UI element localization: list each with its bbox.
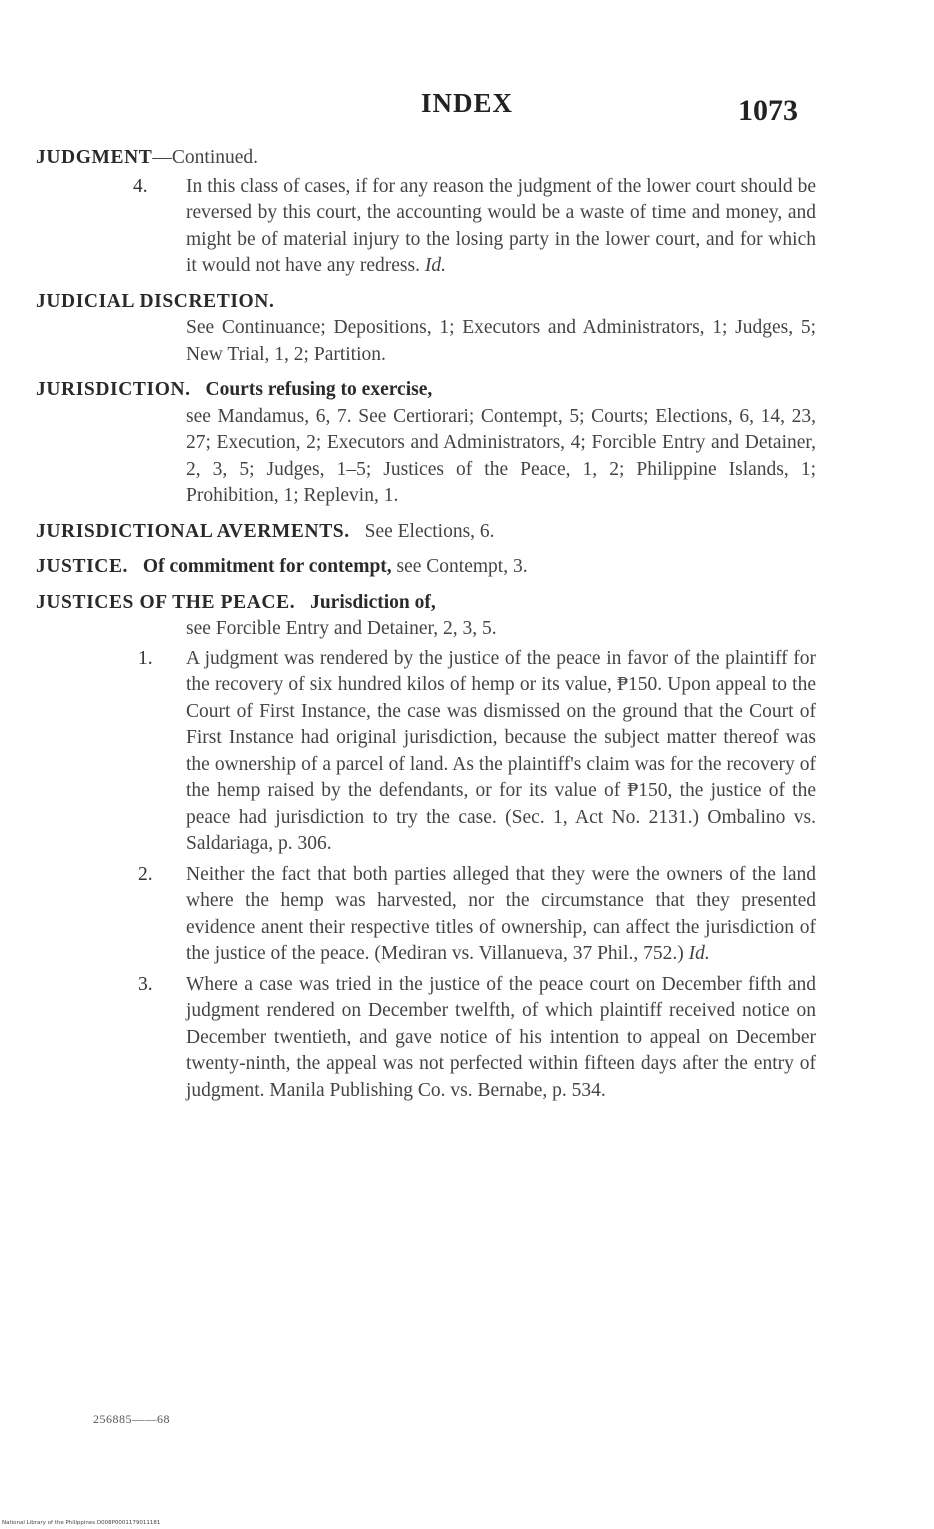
entry-items: [36, 646, 816, 1105]
cross-reference: See Continuance; Depositions, 1; Executors and Administrators, 1; Judges, 5; New Trial, 1, 2; Partition.: [186, 317, 816, 365]
cross-reference: see Mandamus, 6, 7. See Certiorari; Contempt, 5; Courts; Elections, 6, 14, 23, 27; Execution, 2; Executors and Administrators, 4; Forcible Entry and Detainer, 2, 3, 5; Judges, 1–5; Justices of the Peace, 1, 2; Philippine Islands, 1; Prohibition, 1; Replevin, 1.: [186, 405, 816, 506]
index-entry-jurisdictional-averments: [36, 519, 816, 546]
page-number: 1073: [738, 94, 798, 127]
index-entry-justices-of-the-peace: [36, 590, 816, 1105]
item-text: A judgment was rendered by the justice of the peace in favor of the plaintiff for the recovery of six hundred kilos of hemp or its value, ₱150. Upon appeal to the Court of First Instance, the case was dismissed on the ground that the Court of First Instance had original jurisdiction, because the subject matter thereof was the ownership of a parcel of land. As the plaintiff's claim was for the recovery of the hemp raised by the defendants, or for its value of ₱150, the justice of the peace had jurisdiction to try the case. (Sec. 1, Act No. 2131.): [186, 647, 816, 828]
index-entry-judicial-discretion: [36, 289, 816, 369]
entry-items: [36, 174, 816, 280]
item-number: 2.: [138, 863, 153, 885]
item-text: Where a case was tried in the justice of the peace court on December fifth and judgment rendered on December twelfth, of which plaintiff received notice on December twentieth, and gave notice of his intention to appeal on December twenty-ninth, the appeal was not perfected within fifteen days after the entry of judgment.: [186, 973, 816, 1101]
item-citation: Id.: [424, 255, 446, 276]
list-item: [36, 972, 816, 1105]
print-code: 256885——68: [93, 1412, 170, 1426]
list-item: [36, 862, 816, 968]
page-title: INDEX: [420, 88, 513, 118]
index-entry-jurisdiction: [36, 377, 816, 510]
item-number: 3.: [138, 973, 153, 995]
subentry-lead: Of commitment for contempt,: [142, 556, 392, 577]
cross-reference: See Elections, 6.: [364, 520, 495, 542]
cross-reference: see Contempt, 3.: [396, 556, 528, 577]
continued-label: —Continued.: [152, 147, 259, 168]
subentry-lead: Jurisdiction of,: [310, 591, 436, 613]
list-item: [36, 174, 816, 280]
entry-term: JURISDICTION.: [36, 379, 191, 400]
item-citation: Ombalino vs. Saldariaga, p. 306.: [186, 806, 816, 854]
index-entry-justice: [36, 554, 816, 581]
subentry-lead: Courts refusing to exercise,: [205, 379, 433, 400]
item-number: 4.: [133, 175, 148, 197]
scan-credit: National Library of the Philippines D008P0001179011181: [2, 1520, 161, 1526]
entry-term: JUSTICES OF THE PEACE.: [36, 591, 296, 613]
entry-term: JURISDICTIONAL AVERMENTS.: [36, 520, 350, 542]
entry-term: JUDICIAL DISCRETION.: [36, 290, 275, 312]
list-item: [36, 646, 816, 858]
item-text: In this class of cases, if for any reason the judgment of the lower court should be reversed by this court, the accounting would be a waste of time and money, and might be of material injury to the losing party in the lower court, and for which it would not have any redress.: [186, 175, 816, 276]
entry-term: JUDGMENT: [36, 147, 153, 168]
cross-reference: see Forcible Entry and Detainer, 2, 3, 5.: [186, 618, 497, 639]
index-entries: [36, 145, 816, 1108]
entry-term: JUSTICE.: [36, 556, 129, 577]
item-text: Neither the fact that both parties alleged that they were the owners of the land where the hemp was harvested, nor the circumstance that they presented evidence anent their respective titles of ownership, can affect the jurisdiction of the justice of the peace. (Mediran vs. Villanueva, 37 Phil., 752.): [186, 863, 816, 964]
item-citation: Id.: [688, 943, 710, 964]
index-entry-judgment: [36, 145, 816, 280]
item-citation: Manila Publishing Co. vs. Bernabe, p. 534.: [269, 1079, 606, 1101]
item-number: 1.: [138, 647, 153, 669]
